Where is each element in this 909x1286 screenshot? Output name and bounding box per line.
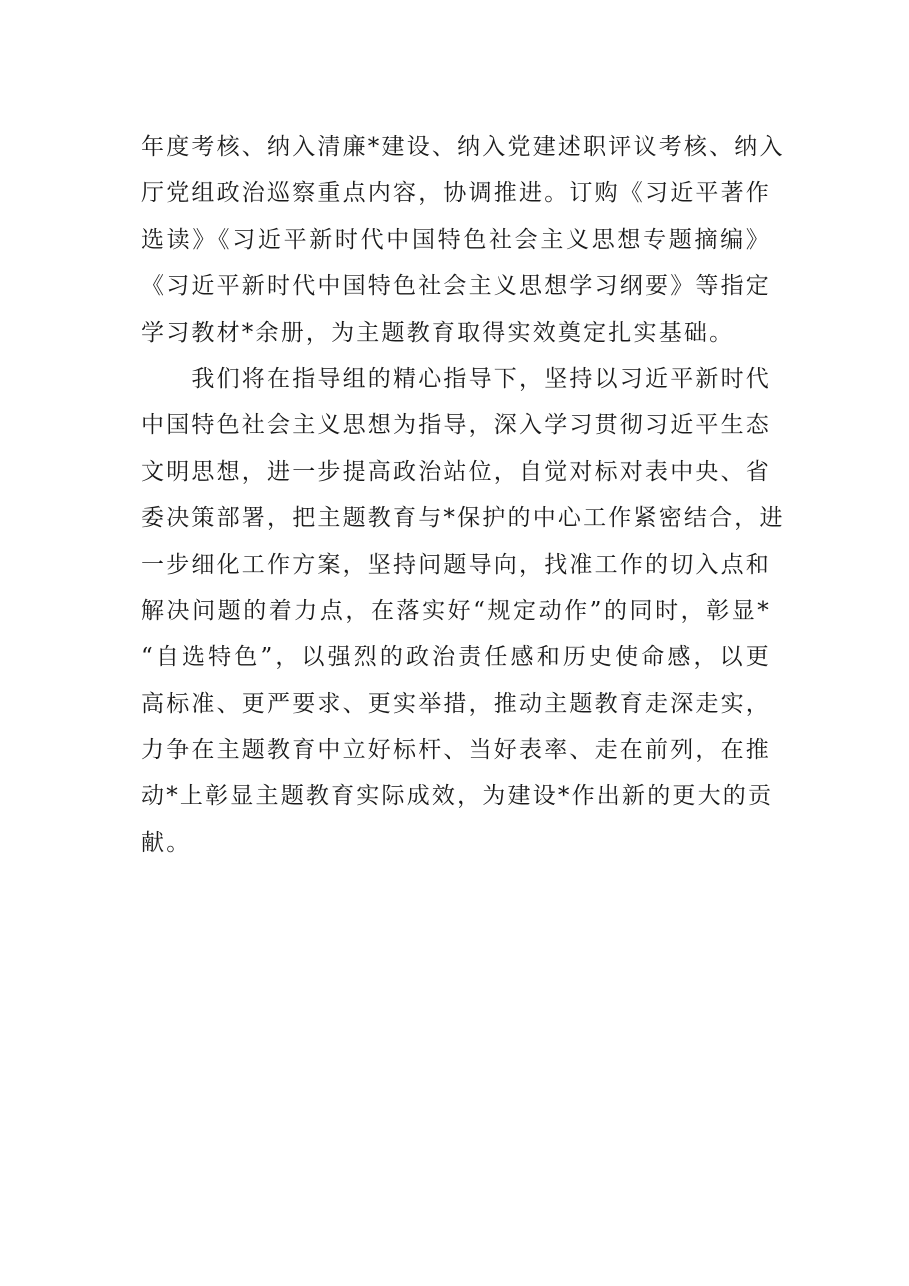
text-line: 解决问题的着力点，在落实好“规定动作”的同时，彰显* xyxy=(141,597,771,624)
text-line: 中国特色社会主义思想为指导，深入学习贯彻习近平生态 xyxy=(141,412,771,439)
text-line: “自选特色”，以强烈的政治责任感和历史使命感，以更 xyxy=(141,644,771,671)
text-line: 一步细化工作方案，坚持问题导向，找准工作的切入点和 xyxy=(141,551,771,578)
text-line: 动*上彰显主题教育实际成效，为建设*作出新的更大的贡 xyxy=(141,783,774,810)
text-line: 厅党组政治巡察重点内容，协调推进。订购《习近平著作 xyxy=(141,180,771,207)
text-line: 委决策部署，把主题教育与*保护的中心工作紧密结合，进 xyxy=(141,505,785,532)
text-line: 年度考核、纳入清廉*建设、纳入党建述职评议考核、纳入 xyxy=(141,134,785,160)
text-line: 献。 xyxy=(141,829,192,856)
text-line: 《习近平新时代中国特色社会主义思想学习纲要》等指定 xyxy=(141,273,771,300)
text-line: 力争在主题教育中立好标杆、当好表率、走在前列，在推 xyxy=(141,737,771,764)
text-line: 高标准、更严要求、更实举措，推动主题教育走深走实， xyxy=(141,690,771,717)
text-line: 选读》《习近平新时代中国特色社会主义思想专题摘编》 xyxy=(141,226,771,253)
text-line: 我们将在指导组的精心指导下，坚持以习近平新时代 xyxy=(141,365,771,392)
text-line: 文明思想，进一步提高政治站位，自觉对标对表中央、省 xyxy=(141,458,771,485)
text-line: 学习教材*余册，为主题教育取得实效奠定扎实基础。 xyxy=(141,319,735,346)
document-body xyxy=(141,124,785,866)
